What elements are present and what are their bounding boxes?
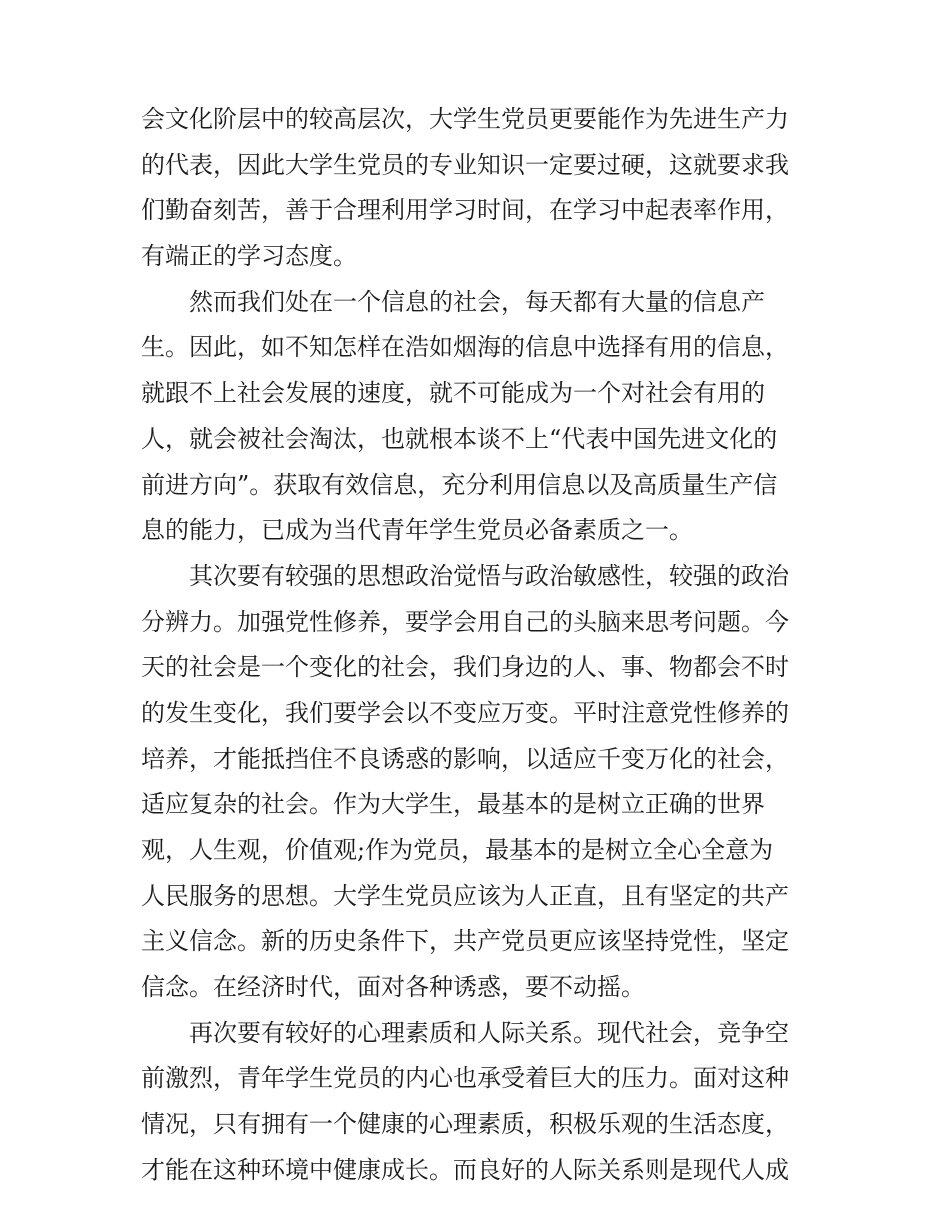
text-line: 的代表，因此大学生党员的专业知识一定要过硬，这就要求我 [141,150,789,179]
text-line: 生。因此，如不知怎样在浩如烟海的信息中选择有用的信息， [141,333,789,362]
text-line: 其次要有较强的思想政治觉悟与政治敏感性，较强的政治 [189,561,789,590]
text-line: 情况，只有拥有一个健康的心理素质，积极乐观的生活态度， [141,1110,789,1139]
text-line: 信念。在经济时代，面对各种诱惑，要不动摇。 [141,973,645,1002]
text-line: 天的社会是一个变化的社会，我们身边的人、事、物都会不时 [141,653,789,682]
paragraph-information-society [141,280,821,554]
text-line: 有端正的学习态度。 [141,242,357,271]
paragraph-continued-study-attitude [141,97,821,280]
text-line: 适应复杂的社会。作为大学生，最基本的是树立正确的世界 [141,790,765,819]
paragraph-psychological-quality [141,1011,821,1194]
text-line: 前进方向”。获取有效信息，充分利用信息以及高质量生产信 [141,470,778,499]
text-line: 前激烈，青年学生党员的内心也承受着巨大的压力。面对这种 [141,1064,789,1093]
text-line: 人民服务的思想。大学生党员应该为人正直，且有坚定的共产 [141,881,789,910]
text-line: 的发生变化，我们要学会以不变应万变。平时注意党性修养的 [141,698,789,727]
text-line: 观，人生观，价值观;作为党员，最基本的是树立全心全意为 [141,836,774,864]
text-line: 息的能力，已成为当代青年学生党员必备素质之一。 [141,516,693,545]
document-page [141,97,821,1194]
text-line: 然而我们处在一个信息的社会，每天都有大量的信息产 [189,287,765,316]
text-line: 主义信念。新的历史条件下，共产党员更应该坚持党性，坚定 [141,927,789,956]
text-line: 就跟不上社会发展的速度，就不可能成为一个对社会有用的 [141,379,765,408]
text-line: 分辨力。加强党性修养，要学会用自己的头脑来思考问题。今 [141,607,789,636]
paragraph-political-awareness [141,554,821,1011]
text-line: 才能在这种环境中健康成长。而良好的人际关系则是现代人成 [141,1155,789,1184]
text-line: 会文化阶层中的较高层次，大学生党员更要能作为先进生产力 [141,105,789,133]
text-line: 再次要有较好的心理素质和人际关系。现代社会，竞争空 [189,1018,789,1047]
text-line: 们勤奋刻苦，善于合理利用学习时间，在学习中起表率作用， [141,196,789,225]
text-line: 培养，才能抵挡住不良诱惑的影响，以适应千变万化的社会， [141,744,789,773]
text-line: 人，就会被社会淘汰，也就根本谈不上“代表中国先进文化的 [141,424,778,453]
